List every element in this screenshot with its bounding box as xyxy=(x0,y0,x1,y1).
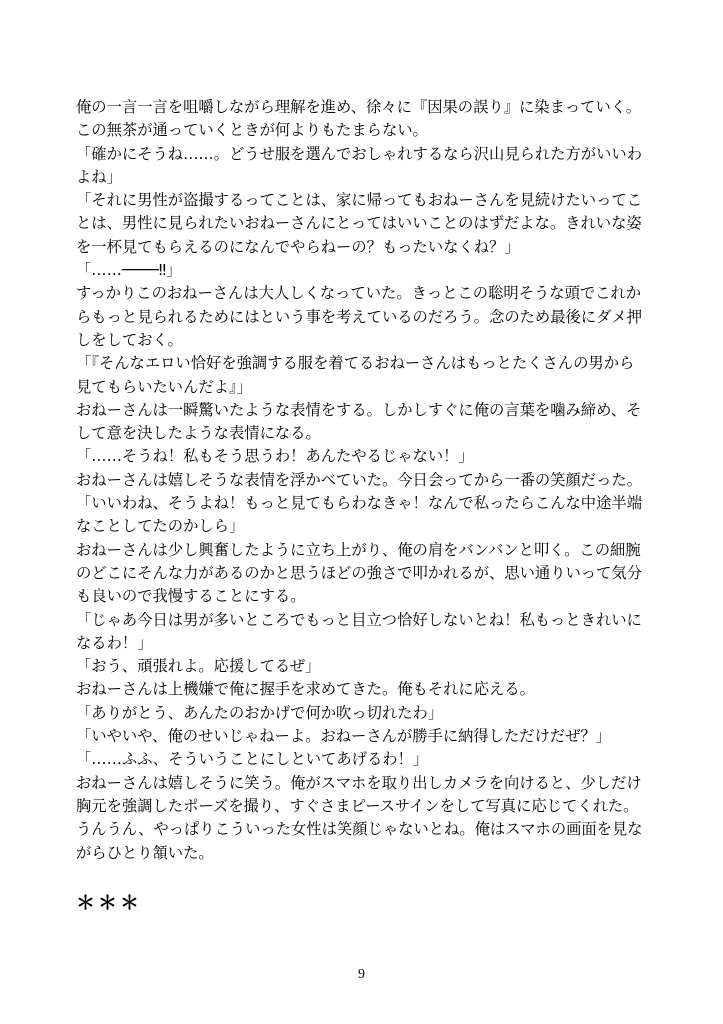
text-line: おねーさんは嬉しそうな表情を浮かべていた。今日会ってから一番の笑顔だった。 xyxy=(76,470,642,489)
text-line: して意を決したような表情になる。 xyxy=(76,424,321,443)
text-line: も良いので我慢することにする。 xyxy=(76,587,306,606)
text-line: うんうん、やっぱりこういった女性は笑顔じゃないとね。俺はスマホの画面を見な xyxy=(76,820,643,839)
text-line: 「『そんなエロい恰好を強調する服を着てるおねーさんはもっとたくさんの男から xyxy=(76,354,635,373)
text-line: 「それに男性が盗撮するってことは、家に帰ってもおねーさんを見続けたいってこ xyxy=(76,191,642,210)
page-number: 9 xyxy=(358,967,365,982)
text-line: おねーさんは少し興奮したように立ち上がり、俺の肩をバンバンと叩く。この細腕 xyxy=(76,540,641,559)
blank-line xyxy=(76,865,656,888)
text-line: 見てもらいたいんだよ』」 xyxy=(76,377,252,396)
text-line: すっかりこのおねーさんは大人しくなっていた。きっとこの聡明そうな頭でこれか xyxy=(76,284,642,303)
body-text xyxy=(76,96,656,918)
text-line: よね」 xyxy=(76,167,122,186)
text-line: 「いいわね、そうよね！もっと見てもらわなきゃ！なんで私ったらこんな中途半端 xyxy=(76,494,642,513)
text-line: 「……────‼」 xyxy=(76,261,182,280)
text-line: 「確かにそうね……。どうせ服を選んでおしゃれするなら沢山見られた方がいいわ xyxy=(76,144,642,163)
text-line: おねーさんは上機嫌で俺に握手を求めてきた。俺もそれに応える。 xyxy=(76,680,535,699)
text-line: 「……ふふ、そういうことにしといてあげるわ！」 xyxy=(76,750,429,769)
text-line: この無茶が通っていくときが何よりもたまらない。 xyxy=(76,121,428,140)
text-line: 「……そうね！私もそう思うわ！あんたやるじゃない！」 xyxy=(76,447,474,466)
text-line: おねーさんは嬉しそうに笑う。俺がスマホを取り出しカメラを向けると、少しだけ xyxy=(76,773,642,792)
text-line: のどこにそんな力があるのかと思うほどの強さで叩かれるが、思い通りいって気分 xyxy=(76,563,642,582)
text-line: らもっと見られるためにはという事を考えているのだろう。念のため最後にダメ押 xyxy=(76,307,642,326)
text-line: 「ありがとう、あんたのおかげで何か吹っ切れたわ」 xyxy=(76,703,444,722)
text-line: おねーさんは一瞬驚いたような表情をする。しかしすぐに俺の言葉を噛み締め、そ xyxy=(76,400,642,419)
text-line: がらひとり頷いた。 xyxy=(76,843,214,862)
text-line: 「いやいや、俺のせいじゃねーよ。おねーさんが勝手に納得しただけだぜ？」 xyxy=(76,727,612,746)
text-line: 俺の一言一言を咀嚼しながら理解を進め、徐々に『因果の誤り』に染まっていく。 xyxy=(76,98,642,116)
text-line: なるわ！」 xyxy=(76,633,153,652)
text-line: を一杯見てもらえるのになんでやらねーの？もったいなくね？」 xyxy=(76,237,520,256)
text-line: しをしておく。 xyxy=(76,330,183,349)
text-line: 「おう、頑張れよ。応援してるぜ」 xyxy=(76,657,321,676)
text-line: とは、男性に見られたいおねーさんにとってはいいことのはずだよな。きれいな姿 xyxy=(76,214,642,233)
scene-break-mark: ＊＊＊ xyxy=(76,892,143,915)
text-line: 「じゃあ今日は男が多いところでもっと目立つ恰好しないとね！私もっときれいに xyxy=(76,610,642,629)
text-line: 胸元を強調したポーズを撮り、すぐさまピースサインをして写真に応じてくれた。 xyxy=(76,796,639,815)
text-line: なことしてたのかしら」 xyxy=(76,517,245,536)
